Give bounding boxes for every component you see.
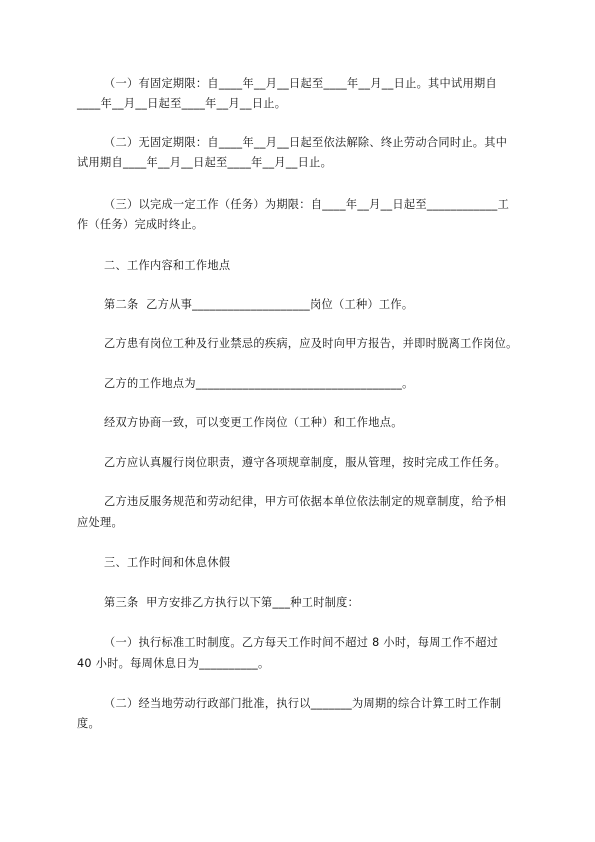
paragraph-line: （一）有固定期限：自____年__月__日起至____年__月__日止。其中试用期自: [104, 77, 497, 90]
paragraph-duties: 乙方应认真履行岗位职责，遵守各项规章制度，服从管理，按时完成工作任务。: [104, 456, 507, 469]
paragraph-change-position: 经双方协商一致，可以变更工作岗位（工种）和工作地点。: [104, 416, 403, 429]
article-2: 第二条 乙方从事____________________岗位（工种）工作。: [104, 298, 414, 311]
paragraph-line: 40 小时。每周休息日为__________。: [77, 657, 270, 670]
paragraph-line: （二）经当地劳动行政部门批准，执行以_______为周期的综合计算工时工作制: [104, 697, 502, 710]
paragraph-line: 乙方违反服务规范和劳动纪律，甲方可依据本单位依法制定的规章制度，给予相: [104, 495, 507, 508]
paragraph-line: ____年__月__日起至____年__月__日止。: [77, 97, 287, 110]
article-3: 第三条 甲方安排乙方执行以下第___种工时制度：: [104, 596, 360, 609]
paragraph-illness-report: 乙方患有岗位工种及行业禁忌的疾病，应及时向甲方报告，并即时脱离工作岗位。: [104, 337, 518, 350]
paragraph-line: （二）无固定期限：自____年__月__日起至依法解除、终止劳动合同时止。其中: [104, 136, 508, 149]
section-heading-work-hours: 三、工作时间和休息休假: [104, 556, 231, 569]
paragraph-line: （一）执行标准工时制度。乙方每天工作时间不超过 8 小时，每周工作不超过: [104, 636, 499, 649]
paragraph-line: 度。: [77, 717, 100, 730]
paragraph-line: （三）以完成一定工作（任务）为期限：自____年__月__日起至____________工: [104, 198, 510, 211]
paragraph-work-location: 乙方的工作地点为___________________________________。: [104, 377, 414, 390]
paragraph-line: 应处理。: [77, 516, 123, 529]
paragraph-line: 试用期自____年__月__日起至____年__月__日止。: [77, 156, 333, 169]
section-heading-work-content: 二、工作内容和工作地点: [104, 259, 231, 272]
paragraph-line: 作（任务）完成时终止。: [77, 218, 204, 231]
